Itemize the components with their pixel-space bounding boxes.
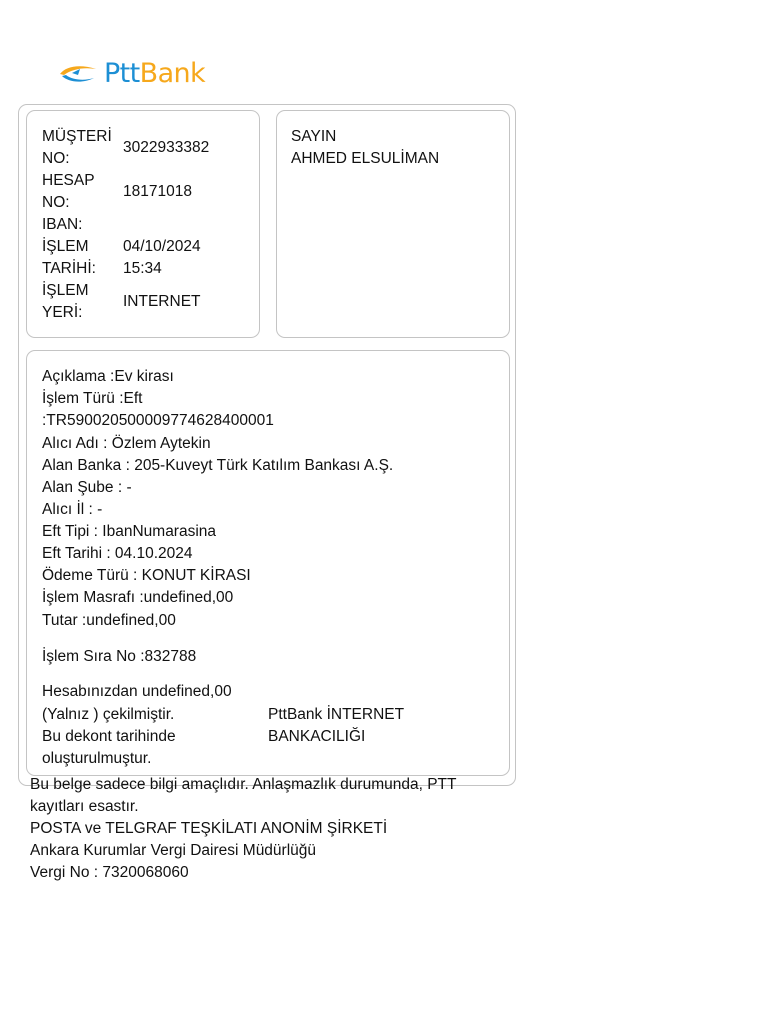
islem-yeri-value: INTERNET (123, 293, 201, 310)
eft-tipi-line: Eft Tipi : IbanNumarasina (42, 523, 217, 540)
aciklama-line: Açıklama :Ev kirası (42, 368, 174, 385)
alan-sube-line: Alan Şube : - (42, 479, 132, 496)
sayin-text: SAYIN (291, 128, 337, 145)
yalniz-line: (Yalnız ) çekilmiştir. (42, 706, 175, 723)
islem-masrafi-line: İşlem Masrafı :undefined,00 (42, 589, 234, 606)
bank-signature-line-2: BANKACILIĞI (268, 728, 366, 745)
eft-tarihi-line: Eft Tarihi : 04.10.2024 (42, 545, 193, 562)
pttbank-swoosh-icon (58, 60, 100, 86)
iban-label: IBAN: (42, 216, 83, 233)
footer-tax-office: Ankara Kurumlar Vergi Dairesi Müdürlüğü (30, 842, 317, 859)
musteri-no-label: MÜŞTERİ NO: (42, 128, 112, 167)
logo-ptt-text: Ptt (104, 57, 140, 89)
dekont-line-2: oluşturulmuştur. (42, 750, 152, 767)
sira-no-line: İşlem Sıra No :832788 (42, 648, 197, 665)
logo-wordmark (104, 57, 206, 89)
islem-turu-line: İşlem Türü :Eft (42, 390, 143, 407)
islem-tarihi-value: 04/10/2024 15:34 (123, 238, 201, 277)
hesap-no-label: HESAP NO: (42, 172, 95, 211)
iban-line: :TR590020500009774628400001 (42, 412, 274, 429)
customer-name: AHMED ELSULİMAN (291, 150, 440, 167)
recipient-salutation (291, 126, 439, 170)
footer-tax-no: Vergi No : 7320068060 (30, 864, 189, 881)
musteri-no-value: 3022933382 (123, 139, 210, 156)
tutar-line: Tutar :undefined,00 (42, 612, 176, 629)
islem-yeri-label: İŞLEM YERİ: (42, 282, 89, 321)
dekont-line-1: Bu dekont tarihinde (42, 728, 176, 745)
bank-signature-line-1: PttBank İNTERNET (268, 706, 405, 723)
odeme-turu-line: Ödeme Türü : KONUT KİRASI (42, 567, 251, 584)
footer-disclaimer-2: kayıtları esastır. (30, 798, 139, 815)
alici-adi-line: Alıcı Adı : Özlem Aytekin (42, 435, 211, 452)
alici-il-line: Alıcı İl : - (42, 501, 103, 518)
alan-banka-line: Alan Banka : 205-Kuveyt Türk Katılım Bankası A.Ş. (42, 457, 394, 474)
pttbank-logo (58, 56, 205, 90)
logo-bank-text: Bank (139, 57, 206, 89)
hesap-no-value: 18171018 (123, 183, 192, 200)
islem-tarihi-label: İŞLEM TARİHİ: (42, 238, 96, 277)
footer-company: POSTA ve TELGRAF TEŞKİLATI ANONİM ŞİRKETİ (30, 820, 388, 837)
footer-disclaimer-1: Bu belge sadece bilgi amaçlıdır. Anlaşmazlık durumunda, PTT (30, 776, 457, 793)
legal-footer (30, 774, 456, 884)
hesabinizdan-line: Hesabınızdan undefined,00 (42, 683, 232, 700)
